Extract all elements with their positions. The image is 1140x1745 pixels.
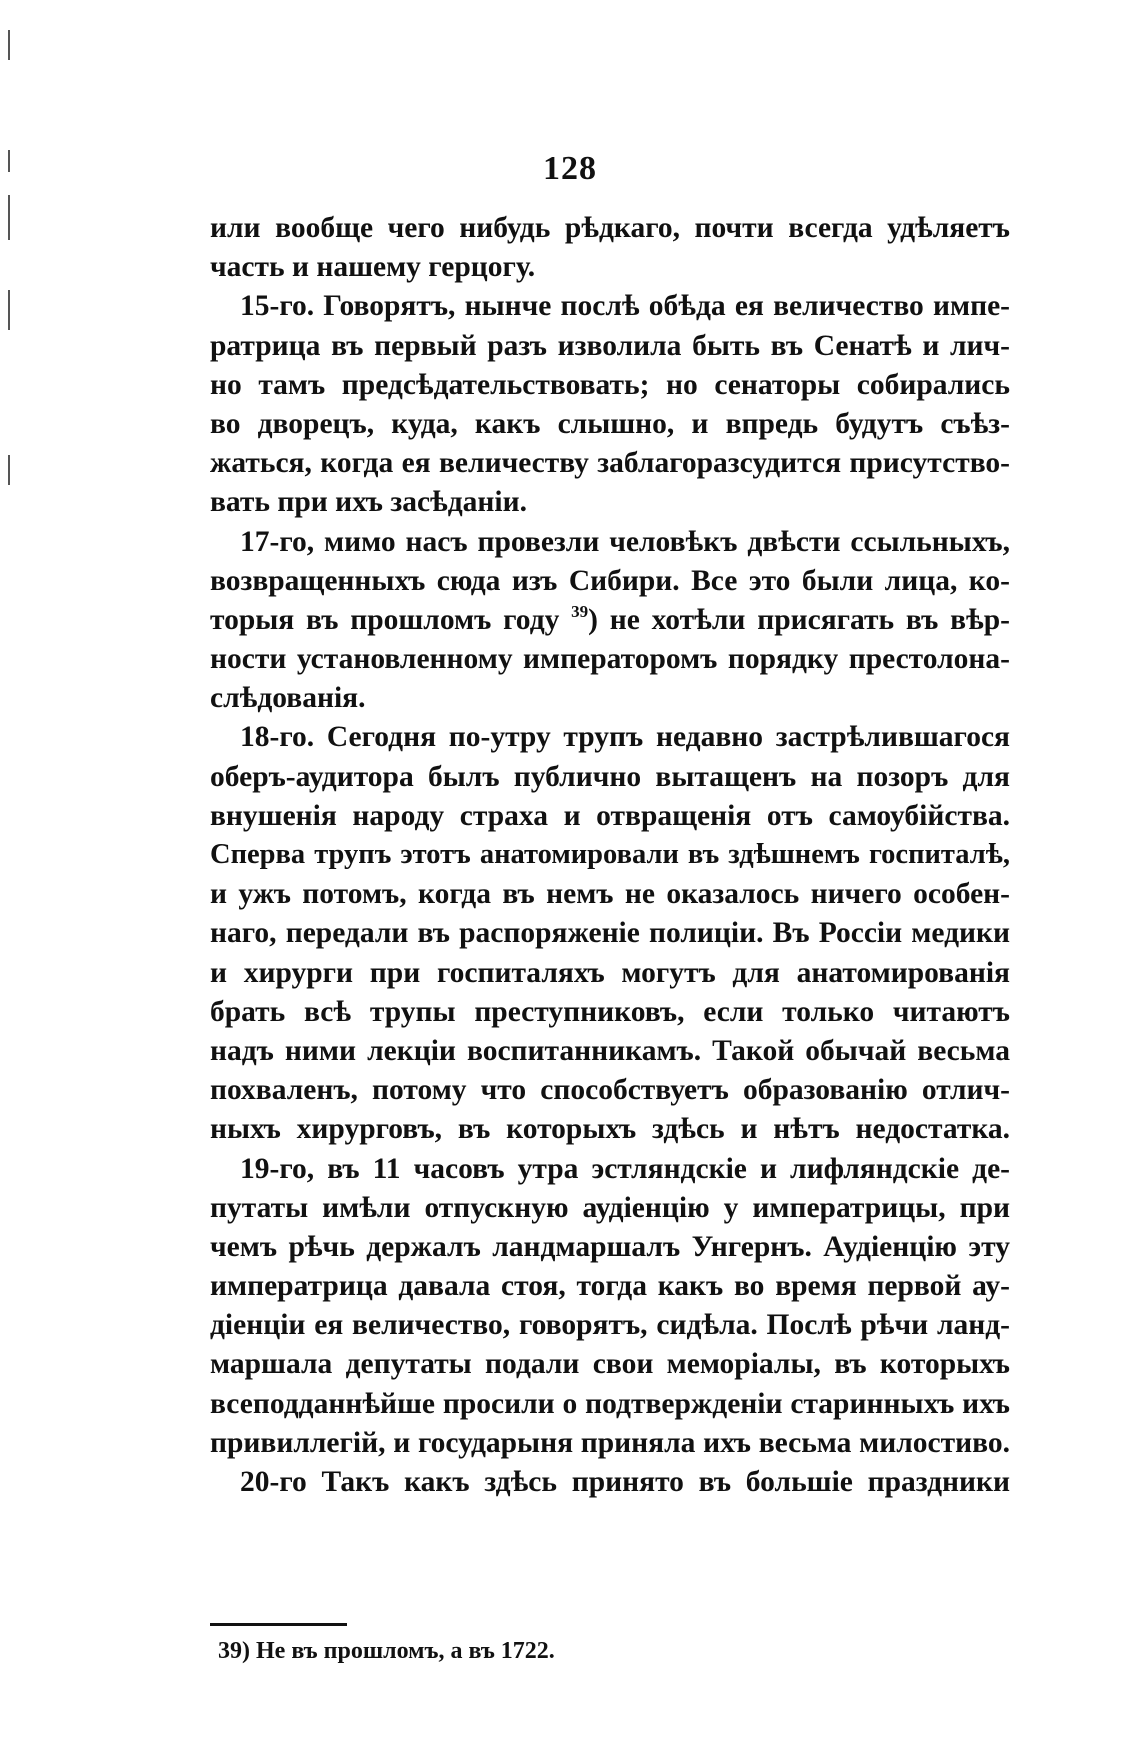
text-line [210,601,1010,643]
text-line-content: и хирурги при госпиталяхъ могутъ для анатомированія [210,956,1010,989]
text-line-content: и ужъ потомъ, когда въ немъ не оказалось ничего особен- [210,878,1010,911]
text-line [210,486,1010,525]
text-line [210,447,1010,486]
text-line-content: жаться, когда ея величеству заблагоразсудится присутство- [210,447,1010,480]
text-line-content: Сперва трупъ этотъ анатомировали въ здѣшнемъ госпиталѣ, [210,839,1010,870]
text-line [210,1074,1010,1113]
text-line-content: 20-го Такъ какъ здѣсь принято въ большіе праздники [240,1466,1010,1498]
text-line-content: 19-го, въ 11 часовъ утра эстляндскіе и лифляндскіе де- [240,1152,1010,1185]
text-line [210,800,1010,839]
footnote-reference: 39 [571,601,589,621]
text-line [210,1348,1010,1387]
text-line [210,1153,1010,1192]
scan-edge-mark [8,455,10,485]
text-line [210,290,1010,329]
text-line-content: 17-го, мимо насъ провезли человѣкъ двѣсти ссыльныхъ, [240,525,1010,558]
text-line [210,1388,1010,1427]
text-line [210,330,1010,369]
text-line-content: или вообще чего нибудь рѣдкаго, почти всегда удѣляетъ [210,212,1010,244]
text-line-content: діенціи ея величество, говорятъ, сидѣла. Послѣ рѣчи ланд- [210,1309,1010,1342]
text-line-content: всеподданнѣйше просили о подтвержденіи старинныхъ ихъ [210,1387,1010,1420]
text-line [210,643,1010,682]
text-line [210,1113,1010,1152]
text-line-content: возвращенныхъ сюда изъ Сибири. Все это были лица, ко- [210,564,1010,597]
text-line-content: внушенія народу страха и отвращенія отъ самоубійства. [210,799,1010,832]
text-line [210,1035,1010,1074]
text-line [210,251,1010,290]
text-line [210,996,1010,1035]
text-line-content: вать при ихъ засѣданіи. [210,486,527,519]
scan-edge-mark [8,195,10,240]
body-text [210,212,1010,1505]
text-line-content: маршала депутаты подали свои меморіалы, въ которыхъ [210,1348,1010,1381]
text-line-content: надъ ними лекціи воспитанникамъ. Такой обычай весьма [210,1034,1010,1067]
text-line-content: путаты имѣли отпускную аудіенцію у императрицы, при [210,1191,1010,1224]
text-line [210,565,1010,604]
text-line-content: привиллегій, и государыня приняла ихъ весьма милостиво. [210,1426,1010,1459]
text-line-content: 18-го. Сегодня по-утру трупъ недавно застрѣлившагося [240,721,1010,754]
text-line-content: во дворецъ, куда, какъ слышно, и впредь будутъ съѣз- [210,407,1010,440]
text-line [210,408,1010,447]
text-line [210,212,1010,251]
text-line [210,878,1010,917]
text-line [210,957,1010,996]
scan-edge-mark [8,290,10,330]
text-line-content: ) не хотѣли присягать въ вѣр- [588,603,1010,636]
text-line-content: часть и нашему герцогу. [210,251,536,284]
text-line-content: наго, передали въ распоряженіе полиціи. Въ Россіи медики [210,917,1010,950]
text-line [210,1309,1010,1348]
scan-edge-mark [8,30,10,60]
text-line-content: ности установленному императоромъ порядку престолона- [210,643,1010,676]
page-number: 128 [543,150,597,187]
text-line [210,721,1010,760]
text-line-content: слѣдованія. [210,682,366,715]
text-line [210,839,1010,878]
text-line [210,1192,1010,1231]
text-line [210,682,1010,721]
text-line [210,369,1010,408]
text-line-content: ныхъ хирурговъ, въ которыхъ здѣсь и нѣтъ недостатка. [210,1113,1010,1146]
text-line-content: но тамъ предсѣдательствовать; но сенаторы собирались [210,368,1010,401]
text-line [210,761,1010,800]
text-line [210,1270,1010,1309]
text-line-content: похваленъ, потому что способствуетъ образованію отлич- [210,1074,1010,1107]
text-line-content: чемъ рѣчь держалъ ландмаршалъ Унгернъ. Аудіенцію эту [210,1230,1010,1263]
text-line [210,1466,1010,1505]
text-line-content: оберъ-аудитора былъ публично вытащенъ на позоръ для [210,760,1010,793]
text-line [210,526,1010,565]
text-line [210,917,1010,956]
text-line-content: ратрица въ первый разъ изволила быть въ Сенатѣ и лич- [210,329,1010,362]
text-line-content: 15-го. Говорятъ, нынче послѣ обѣда ея величество импе- [240,290,1010,323]
text-line [210,1427,1010,1466]
footnote: 39) Не въ прошломъ, а въ 1722. [218,1638,555,1664]
text-line [210,1231,1010,1270]
footnote-divider [210,1623,347,1626]
text-line-content: брать всѣ трупы преступниковъ, если только читаютъ [210,995,1010,1028]
text-line-content: торыя въ прошломъ году [210,603,572,636]
text-line-content: императрица давала стоя, тогда какъ во время первой ау- [210,1270,1010,1303]
